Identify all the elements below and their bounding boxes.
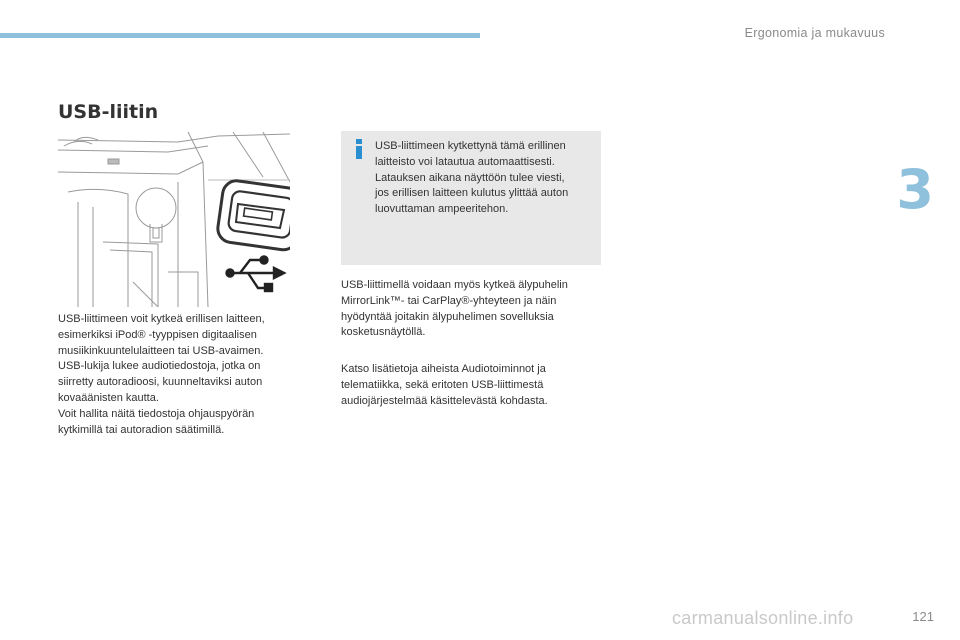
smartphone-paragraph	[341, 278, 606, 341]
text-line: telematiikka, sekä eritoten USB-liittimestä	[341, 378, 544, 391]
text-line: siirretty autoradioosi, kuunneltaviksi auton	[58, 376, 263, 389]
text-line: kovaäänisten kautta.	[58, 391, 159, 404]
reference-paragraph	[341, 362, 606, 409]
page-number: 121	[912, 609, 934, 624]
text-line: luovuttaman ampeeritehon.	[375, 203, 509, 216]
text-line: kytkimillä tai autoradion säätimillä.	[58, 423, 225, 436]
text-line: audiojärjestelmää käsittelevästä kohdasta.	[341, 394, 548, 407]
text-line: kosketusnäytöllä.	[341, 326, 426, 339]
text-line: USB-liittimeen kytkettynä tämä erillinen	[375, 140, 566, 152]
page-heading: USB-liitin	[58, 101, 159, 123]
header-accent-bar	[0, 33, 480, 38]
text-line: USB-liittimellä voidaan myös kytkeä älypuhelin	[341, 279, 568, 291]
watermark: carmanualsonline.info	[672, 608, 854, 628]
text-line: USB-liittimeen voit kytkeä erillisen laitteen,	[58, 313, 265, 325]
text-line: jos erillisen laitteen kulutus ylittää auton	[375, 187, 569, 200]
usb-description-paragraph	[58, 312, 308, 438]
text-line: Voit hallita näitä tiedostoja ohjauspyörän	[58, 407, 255, 420]
text-line: hyödyntää joitakin älypuhelimen sovelluksia	[341, 310, 554, 323]
info-note-text	[375, 139, 595, 218]
text-line: MirrorLink™- tai CarPlay®-yhteyteen ja näin	[341, 294, 557, 307]
text-line: musiikinkuuntelulaitteen tai USB-avaimen.	[58, 344, 264, 357]
info-note-box	[341, 131, 601, 265]
text-line: esimerkiksi iPod® -tyyppisen digitaalisen	[58, 328, 257, 341]
text-line: Katso lisätietoja aiheista Audiotoiminnot ja	[341, 363, 546, 375]
chapter-number: 3	[896, 158, 934, 221]
section-title: Ergonomia ja mukavuus	[744, 26, 885, 40]
text-line: laitteisto voi latautua automaattisesti.	[375, 155, 555, 168]
info-icon	[353, 139, 365, 159]
usb-port-illustration	[58, 132, 290, 307]
text-line: USB-lukija lukee audiotiedostoja, jotka on	[58, 360, 261, 373]
text-line: Latauksen aikana näyttöön tulee viesti,	[375, 171, 565, 184]
